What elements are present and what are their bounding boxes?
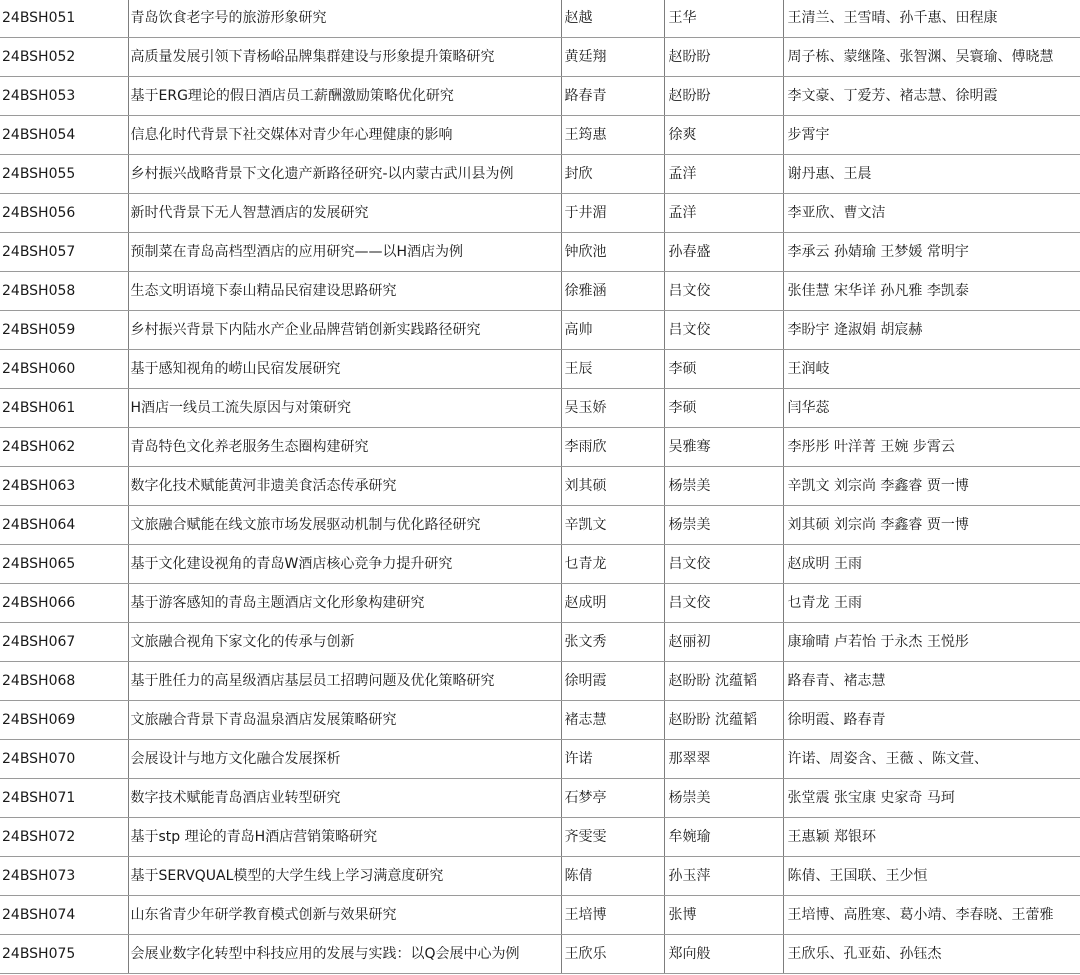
project-title: 山东省青少年研学教育模式创新与效果研究 <box>128 896 561 935</box>
project-code: 24BSH057 <box>0 233 128 272</box>
table-row <box>0 623 1080 662</box>
project-code: 24BSH063 <box>0 467 128 506</box>
project-members: 张佳慧 宋华详 孙凡雅 李凯泰 <box>783 272 1080 311</box>
table-row <box>0 779 1080 818</box>
project-code: 24BSH051 <box>0 0 128 38</box>
project-members: 李文豪、丁爱芳、褚志慧、徐明霞 <box>783 77 1080 116</box>
project-title: 乡村振兴背景下内陆水产企业品牌营销创新实践路径研究 <box>128 311 561 350</box>
project-code: 24BSH072 <box>0 818 128 857</box>
project-title: 文旅融合视角下家文化的传承与创新 <box>128 623 561 662</box>
project-advisor: 吕文佼 <box>664 311 783 350</box>
project-members: 康瑜晴 卢若怡 于永杰 王悦彤 <box>783 623 1080 662</box>
project-leader: 王培博 <box>561 896 664 935</box>
project-members: 李亚欣、曹文洁 <box>783 194 1080 233</box>
table-row <box>0 545 1080 584</box>
project-advisor: 赵丽初 <box>664 623 783 662</box>
project-advisor: 吕文佼 <box>664 272 783 311</box>
project-code: 24BSH074 <box>0 896 128 935</box>
project-code: 24BSH066 <box>0 584 128 623</box>
table-row <box>0 584 1080 623</box>
project-title: 文旅融合背景下青岛温泉酒店发展策略研究 <box>128 701 561 740</box>
project-code: 24BSH059 <box>0 311 128 350</box>
project-leader: 赵越 <box>561 0 664 38</box>
table-row <box>0 350 1080 389</box>
table-row <box>0 38 1080 77</box>
table-row <box>0 233 1080 272</box>
project-leader: 王欣乐 <box>561 935 664 974</box>
project-title: 高质量发展引领下青杨峪品牌集群建设与形象提升策略研究 <box>128 38 561 77</box>
project-members: 辛凯文 刘宗尚 李鑫睿 贾一博 <box>783 467 1080 506</box>
table-row <box>0 506 1080 545</box>
project-advisor: 王华 <box>664 0 783 38</box>
project-advisor: 徐爽 <box>664 116 783 155</box>
project-advisor: 张博 <box>664 896 783 935</box>
project-code: 24BSH061 <box>0 389 128 428</box>
table-row <box>0 935 1080 974</box>
project-code: 24BSH062 <box>0 428 128 467</box>
project-advisor: 杨崇美 <box>664 779 783 818</box>
project-title: 生态文明语境下泰山精品民宿建设思路研究 <box>128 272 561 311</box>
project-advisor: 孙春盛 <box>664 233 783 272</box>
project-members: 王培博、高胜寒、葛小靖、李春晓、王蕾雅 <box>783 896 1080 935</box>
project-title: 会展业数字化转型中科技应用的发展与实践：以Q会展中心为例 <box>128 935 561 974</box>
project-code: 24BSH073 <box>0 857 128 896</box>
project-code: 24BSH064 <box>0 506 128 545</box>
project-code: 24BSH067 <box>0 623 128 662</box>
project-members: 王欣乐、孔亚茹、孙钰杰 <box>783 935 1080 974</box>
project-code: 24BSH069 <box>0 701 128 740</box>
project-members: 王清兰、王雪晴、孙千惠、田程康 <box>783 0 1080 38</box>
project-leader: 张文秀 <box>561 623 664 662</box>
project-advisor: 李硕 <box>664 350 783 389</box>
project-advisor: 孟洋 <box>664 155 783 194</box>
table-row <box>0 0 1080 38</box>
project-members: 李承云 孙婧瑜 王梦媛 常明宇 <box>783 233 1080 272</box>
project-leader: 高帅 <box>561 311 664 350</box>
project-advisor: 赵盼盼 <box>664 77 783 116</box>
project-leader: 封欣 <box>561 155 664 194</box>
project-title: 信息化时代背景下社交媒体对青少年心理健康的影响 <box>128 116 561 155</box>
project-code: 24BSH070 <box>0 740 128 779</box>
project-advisor: 赵盼盼 沈蕴韬 <box>664 701 783 740</box>
project-title: 青岛饮食老字号的旅游形象研究 <box>128 0 561 38</box>
project-title: 基于stp 理论的青岛H酒店营销策略研究 <box>128 818 561 857</box>
project-leader: 赵成明 <box>561 584 664 623</box>
project-code: 24BSH075 <box>0 935 128 974</box>
project-members: 步霄宇 <box>783 116 1080 155</box>
project-title: 基于SERVQUAL模型的大学生线上学习满意度研究 <box>128 857 561 896</box>
table-row <box>0 857 1080 896</box>
table-row <box>0 467 1080 506</box>
project-title: 基于文化建设视角的青岛W酒店核心竞争力提升研究 <box>128 545 561 584</box>
project-members: 张堂震 张宝康 史家奇 马珂 <box>783 779 1080 818</box>
project-title: 基于ERG理论的假日酒店员工薪酬激励策略优化研究 <box>128 77 561 116</box>
table-row <box>0 701 1080 740</box>
project-members: 王惠颖 郑银环 <box>783 818 1080 857</box>
project-title: 预制菜在青岛高档型酒店的应用研究——以H酒店为例 <box>128 233 561 272</box>
project-code: 24BSH055 <box>0 155 128 194</box>
project-members: 李彤彤 叶洋菁 王婉 步霄云 <box>783 428 1080 467</box>
project-title: 数字化技术赋能黄河非遗美食活态传承研究 <box>128 467 561 506</box>
project-advisor: 那翠翠 <box>664 740 783 779</box>
table-row <box>0 77 1080 116</box>
project-leader: 乜青龙 <box>561 545 664 584</box>
project-leader: 黄廷翔 <box>561 38 664 77</box>
project-code: 24BSH054 <box>0 116 128 155</box>
project-code: 24BSH060 <box>0 350 128 389</box>
project-code: 24BSH056 <box>0 194 128 233</box>
table-row <box>0 272 1080 311</box>
table-row <box>0 311 1080 350</box>
project-leader: 刘其硕 <box>561 467 664 506</box>
project-advisor: 赵盼盼 <box>664 38 783 77</box>
project-leader: 辛凯文 <box>561 506 664 545</box>
project-leader: 徐雅涵 <box>561 272 664 311</box>
project-members: 许诺、周姿含、王薇 、陈文萱、 <box>783 740 1080 779</box>
project-title: 乡村振兴战略背景下文化遗产新路径研究-以内蒙古武川县为例 <box>128 155 561 194</box>
project-members: 谢丹惠、王晨 <box>783 155 1080 194</box>
project-leader: 李雨欣 <box>561 428 664 467</box>
project-leader: 齐雯雯 <box>561 818 664 857</box>
table-row <box>0 740 1080 779</box>
project-advisor: 李硕 <box>664 389 783 428</box>
project-advisor: 孟洋 <box>664 194 783 233</box>
table-row <box>0 194 1080 233</box>
project-title: 新时代背景下无人智慧酒店的发展研究 <box>128 194 561 233</box>
project-advisor: 孙玉萍 <box>664 857 783 896</box>
project-leader: 许诺 <box>561 740 664 779</box>
project-code: 24BSH052 <box>0 38 128 77</box>
project-members: 陈倩、王国联、王少恒 <box>783 857 1080 896</box>
table-row <box>0 155 1080 194</box>
table-row <box>0 428 1080 467</box>
table-row <box>0 896 1080 935</box>
project-leader: 路春青 <box>561 77 664 116</box>
project-title: 基于感知视角的崂山民宿发展研究 <box>128 350 561 389</box>
project-leader: 于井湄 <box>561 194 664 233</box>
project-leader: 王辰 <box>561 350 664 389</box>
project-advisor: 郑向般 <box>664 935 783 974</box>
project-leader: 王筠惠 <box>561 116 664 155</box>
project-title: 基于胜任力的高星级酒店基层员工招聘问题及优化策略研究 <box>128 662 561 701</box>
project-leader: 吴玉娇 <box>561 389 664 428</box>
project-advisor: 赵盼盼 沈蕴韬 <box>664 662 783 701</box>
project-members: 乜青龙 王雨 <box>783 584 1080 623</box>
project-code: 24BSH053 <box>0 77 128 116</box>
project-members: 李盼宇 逄淑娟 胡宸赫 <box>783 311 1080 350</box>
project-code: 24BSH065 <box>0 545 128 584</box>
project-leader: 石梦亭 <box>561 779 664 818</box>
project-code: 24BSH058 <box>0 272 128 311</box>
project-code: 24BSH071 <box>0 779 128 818</box>
table-row <box>0 116 1080 155</box>
table-row <box>0 662 1080 701</box>
project-advisor: 吕文佼 <box>664 584 783 623</box>
project-code: 24BSH068 <box>0 662 128 701</box>
project-advisor: 吕文佼 <box>664 545 783 584</box>
table-row <box>0 389 1080 428</box>
project-advisor: 吴雅骞 <box>664 428 783 467</box>
project-leader: 褚志慧 <box>561 701 664 740</box>
project-title: 青岛特色文化养老服务生态圈构建研究 <box>128 428 561 467</box>
project-title: 会展设计与地方文化融合发展探析 <box>128 740 561 779</box>
project-advisor: 杨崇美 <box>664 506 783 545</box>
project-title: H酒店一线员工流失原因与对策研究 <box>128 389 561 428</box>
project-title: 基于游客感知的青岛主题酒店文化形象构建研究 <box>128 584 561 623</box>
project-leader: 徐明霞 <box>561 662 664 701</box>
project-members: 路春青、褚志慧 <box>783 662 1080 701</box>
project-members: 闫华蕊 <box>783 389 1080 428</box>
project-title: 文旅融合赋能在线文旅市场发展驱动机制与优化路径研究 <box>128 506 561 545</box>
project-members: 周子栋、蒙继隆、张智渊、吴寰瑜、傅晓慧 <box>783 38 1080 77</box>
project-members: 王润岐 <box>783 350 1080 389</box>
project-title: 数字技术赋能青岛酒店业转型研究 <box>128 779 561 818</box>
project-advisor: 牟婉瑜 <box>664 818 783 857</box>
project-advisor: 杨崇美 <box>664 467 783 506</box>
project-leader: 钟欣池 <box>561 233 664 272</box>
project-leader: 陈倩 <box>561 857 664 896</box>
project-members: 刘其硕 刘宗尚 李鑫睿 贾一博 <box>783 506 1080 545</box>
project-members: 徐明霞、路春青 <box>783 701 1080 740</box>
project-members: 赵成明 王雨 <box>783 545 1080 584</box>
table-row <box>0 818 1080 857</box>
